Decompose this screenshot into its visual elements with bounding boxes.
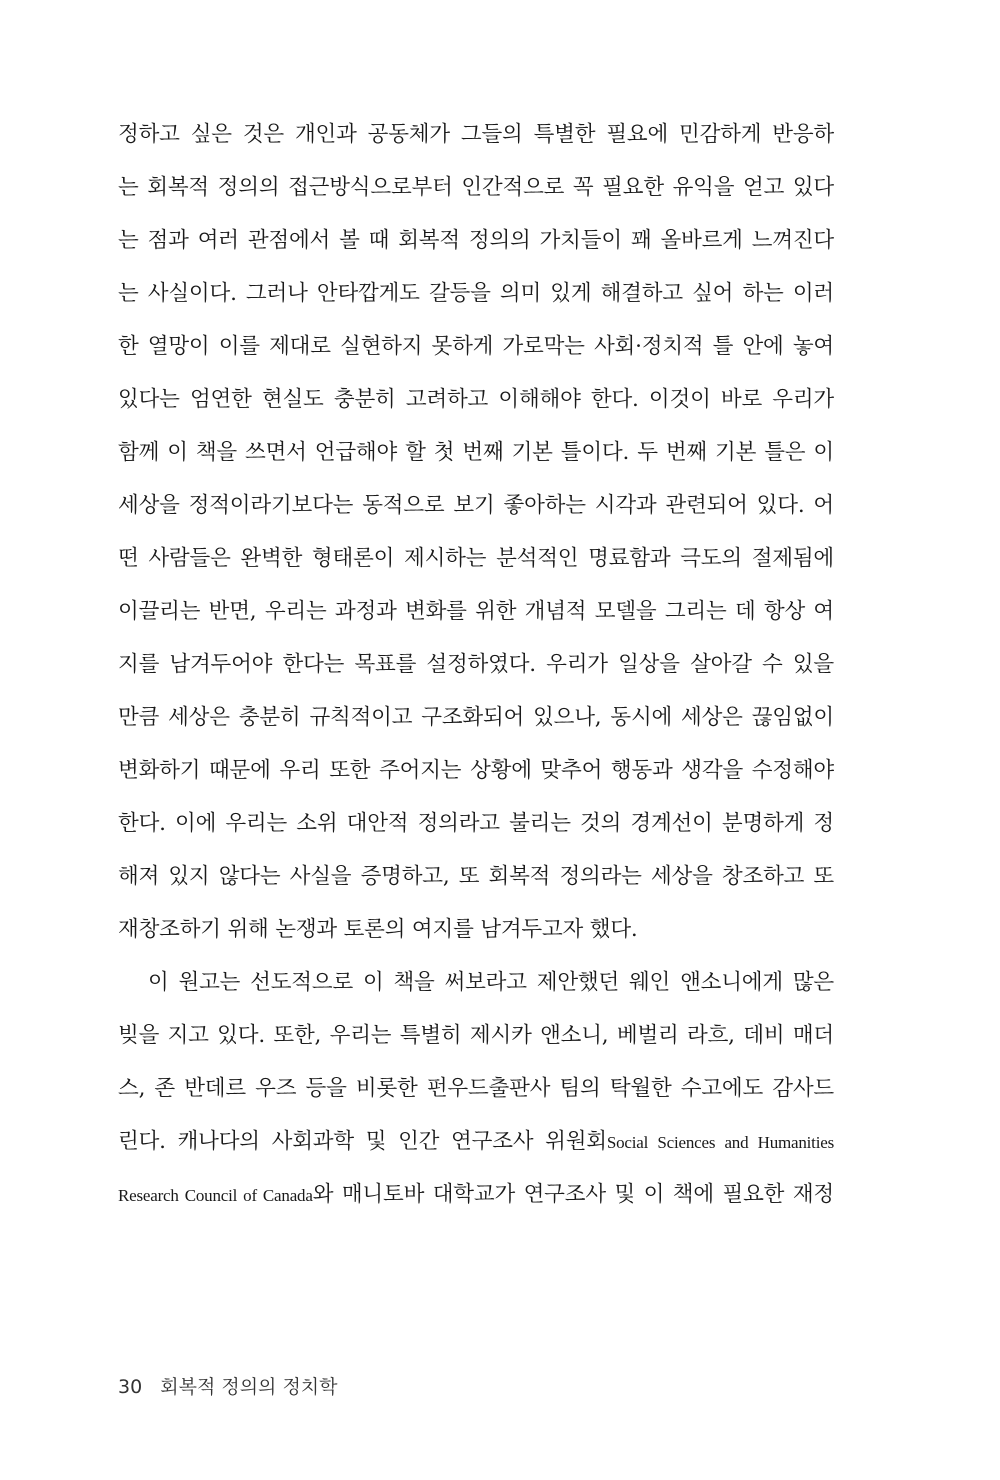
running-title: 회복적 정의의 정치학 bbox=[160, 1376, 338, 1398]
text-line: 빚을 지고 있다. 또한, 우리는 특별히 제시카 앤소니, 베벌리 라흐, 데비 매더 bbox=[118, 1023, 834, 1048]
text-line: 변화하기 때문에 우리 또한 주어지는 상황에 맞추어 행동과 생각을 수정해야 bbox=[118, 758, 834, 783]
text-line: 있다는 엄연한 현실도 충분히 고려하고 이해해야 한다. 이것이 바로 우리가 bbox=[118, 387, 834, 412]
text-line-paragraph-end: 재창조하기 위해 논쟁과 토론의 여지를 남겨두고자 했다. bbox=[118, 917, 638, 942]
text-line: 는 사실이다. 그러나 안타깝게도 갈등을 의미 있게 해결하고 싶어 하는 이러 bbox=[118, 281, 834, 306]
text-segment-korean: 린다. 캐나다의 사회과학 및 인간 연구조사 위원회 bbox=[118, 1129, 607, 1154]
text-line-paragraph-start: 이 원고는 선도적으로 이 책을 써보라고 제안했던 웨인 앤소니에게 많은 bbox=[148, 970, 834, 995]
text-line: 스, 존 반데르 우즈 등을 비롯한 펀우드출판사 팀의 탁월한 수고에도 감사드 bbox=[118, 1076, 834, 1101]
page-number: 30 bbox=[118, 1376, 143, 1398]
text-segment-english: Research Council of Canada bbox=[118, 1186, 313, 1205]
text-line: 만큼 세상은 충분히 규칙적이고 구조화되어 있으나, 동시에 세상은 끊임없이 bbox=[118, 705, 834, 730]
text-line: 함께 이 책을 쓰면서 언급해야 할 첫 번째 기본 틀이다. 두 번째 기본 틀은 이 bbox=[118, 440, 834, 465]
text-line-mixed bbox=[118, 1168, 834, 1221]
text-line: 이끌리는 반면, 우리는 과정과 변화를 위한 개념적 모델을 그리는 데 항상 여 bbox=[118, 599, 834, 624]
text-line: 한다. 이에 우리는 소위 대안적 정의라고 불리는 것의 경계선이 분명하게 정 bbox=[118, 811, 834, 836]
text-line: 는 회복적 정의의 접근방식으로부터 인간적으로 꼭 필요한 유익을 얻고 있다 bbox=[118, 175, 834, 200]
body-text bbox=[118, 108, 834, 1221]
text-line: 해져 있지 않다는 사실을 증명하고, 또 회복적 정의라는 세상을 창조하고 또 bbox=[118, 864, 834, 889]
text-line: 한 열망이 이를 제대로 실현하지 못하게 가로막는 사회·정치적 틀 안에 놓여 bbox=[118, 334, 834, 359]
text-segment-english: Social Sciences and Humanities bbox=[606, 1133, 834, 1152]
text-line: 지를 남겨두어야 한다는 목표를 설정하였다. 우리가 일상을 살아갈 수 있을 bbox=[118, 652, 834, 677]
text-line: 정하고 싶은 것은 개인과 공동체가 그들의 특별한 필요에 민감하게 반응하 bbox=[118, 122, 834, 147]
text-line-mixed bbox=[118, 1115, 834, 1168]
text-line: 세상을 정적이라기보다는 동적으로 보기 좋아하는 시각과 관련되어 있다. 어 bbox=[118, 493, 834, 518]
text-line: 는 점과 여러 관점에서 볼 때 회복적 정의의 가치들이 꽤 올바르게 느껴진다 bbox=[118, 228, 834, 253]
page-footer bbox=[118, 1372, 338, 1399]
text-segment-korean: 와 매니토바 대학교가 연구조사 및 이 책에 필요한 재정 bbox=[312, 1182, 834, 1207]
text-line: 떤 사람들은 완벽한 형태론이 제시하는 분석적인 명료함과 극도의 절제됨에 bbox=[118, 546, 834, 571]
